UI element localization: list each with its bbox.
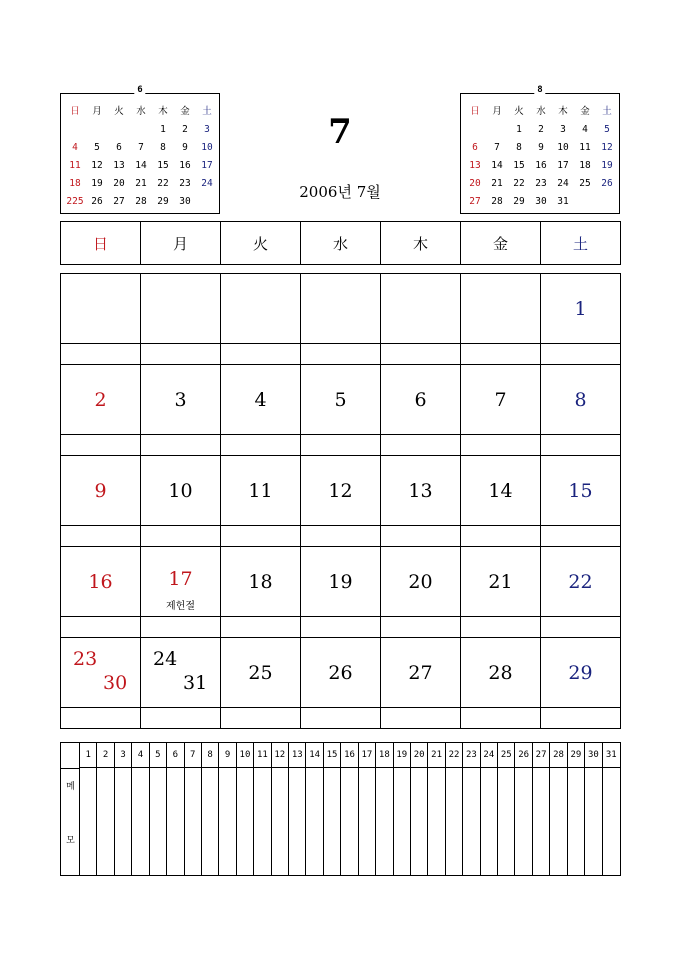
note-strip-cell[interactable] [301, 526, 381, 547]
mini-day: 22 [513, 178, 525, 189]
mini-day: 17 [557, 160, 569, 171]
mini-weekday: 火 [514, 106, 524, 117]
memo-day-column[interactable] [550, 743, 567, 875]
memo-day-number: 20 [411, 743, 427, 768]
note-strip-cell[interactable] [381, 526, 461, 547]
note-strip-cell[interactable] [541, 435, 621, 456]
day-number: 12 [328, 479, 353, 502]
mini-day: 24 [201, 178, 213, 189]
memo-day-column[interactable] [428, 743, 445, 875]
memo-day-column[interactable] [254, 743, 271, 875]
day-cell[interactable] [61, 456, 141, 526]
day-cell[interactable] [61, 274, 141, 344]
note-strip-cell[interactable] [381, 708, 461, 729]
memo-day-column[interactable] [463, 743, 480, 875]
mini-day: 9 [538, 142, 544, 153]
mini-day [486, 121, 508, 139]
mini-weekday: 金 [180, 106, 190, 117]
day-number: 7 [494, 388, 507, 411]
mini-day: 5 [604, 124, 610, 135]
mini-day: 22 [157, 178, 169, 189]
memo-day-number: 10 [237, 743, 253, 768]
day-number: 28 [488, 661, 513, 684]
mini-calendar-grid [64, 103, 218, 211]
note-strip-cell[interactable] [141, 617, 221, 638]
mini-weekday: 金 [580, 106, 590, 117]
day-cell[interactable] [61, 638, 141, 708]
mini-day: 1 [516, 124, 522, 135]
month-subtitle: 2006년 7월 [299, 183, 381, 201]
note-strip-cell[interactable] [61, 435, 141, 456]
day-cell[interactable] [301, 274, 381, 344]
memo-day-column[interactable] [394, 743, 411, 875]
memo-day-number: 16 [341, 743, 357, 768]
day-cell[interactable] [541, 365, 621, 435]
mini-day: 11 [69, 160, 81, 171]
memo-day-number: 29 [568, 743, 584, 768]
note-strip-cell[interactable] [141, 526, 221, 547]
mini-day [196, 193, 218, 211]
mini-day: 7 [494, 142, 500, 153]
weekday-header-cell: 土 [541, 222, 621, 265]
note-strip-cell[interactable] [141, 435, 221, 456]
memo-day-number: 12 [272, 743, 288, 768]
mini-day: 10 [557, 142, 569, 153]
mini-day [130, 121, 152, 139]
memo-day-column[interactable] [202, 743, 219, 875]
day-number: 13 [408, 479, 433, 502]
note-strip-cell[interactable] [461, 617, 541, 638]
note-strip-cell[interactable] [461, 526, 541, 547]
day-cell[interactable] [461, 547, 541, 617]
day-cell[interactable] [381, 274, 461, 344]
day-number: 11 [248, 479, 273, 502]
mini-calendar-grid [464, 103, 618, 211]
day-number: 25 [248, 661, 273, 684]
day-number: 22 [568, 570, 593, 593]
mini-day [596, 193, 618, 211]
day-number-extra: 30 [103, 672, 128, 694]
mini-day: 26 [91, 196, 103, 207]
day-cell[interactable] [301, 365, 381, 435]
mini-day: 14 [135, 160, 147, 171]
memo-day-column[interactable] [80, 743, 97, 875]
note-strip-cell[interactable] [461, 344, 541, 365]
day-number: 6 [414, 388, 427, 411]
memo-day-column[interactable] [341, 743, 358, 875]
mini-day: 11 [579, 142, 591, 153]
memo-day-number: 18 [376, 743, 392, 768]
mini-weekday: 月 [92, 106, 102, 117]
day-cell[interactable] [541, 547, 621, 617]
mini-day: 2 [538, 124, 544, 135]
mini-calendar-title: 6 [134, 85, 145, 95]
note-strip-cell[interactable] [541, 344, 621, 365]
memo-day-column[interactable] [324, 743, 341, 875]
day-cell[interactable] [141, 638, 221, 708]
mini-day: 15 [157, 160, 169, 171]
note-strip-cell[interactable] [141, 344, 221, 365]
day-cell[interactable] [221, 274, 301, 344]
memo-day-number: 11 [254, 743, 270, 768]
note-strip-cell[interactable] [221, 708, 301, 729]
mini-day: 12 [91, 160, 103, 171]
memo-label-column [61, 743, 80, 875]
day-number: 5 [334, 388, 347, 411]
memo-day-number: 2 [97, 743, 113, 768]
note-strip-cell[interactable] [381, 435, 461, 456]
mini-day [464, 121, 486, 139]
memo-day-column[interactable] [289, 743, 306, 875]
mini-day: 225 [66, 196, 84, 207]
mini-day [64, 121, 86, 139]
mini-day: 6 [472, 142, 478, 153]
day-number: 26 [328, 661, 353, 684]
memo-label-top: 메 [66, 782, 75, 792]
mini-day: 13 [469, 160, 481, 171]
mini-weekday: 火 [114, 106, 124, 117]
day-number: 18 [248, 570, 273, 593]
note-strip-cell[interactable] [221, 526, 301, 547]
mini-day: 28 [135, 196, 147, 207]
memo-day-column[interactable] [376, 743, 393, 875]
mini-day: 27 [469, 196, 481, 207]
note-strip-cell[interactable] [301, 708, 381, 729]
note-strip-cell[interactable] [61, 344, 141, 365]
note-strip-cell[interactable] [221, 344, 301, 365]
mini-day: 5 [94, 142, 100, 153]
day-number: 4 [254, 388, 267, 411]
note-strip-cell[interactable] [141, 708, 221, 729]
mini-day: 3 [560, 124, 566, 135]
mini-day: 30 [179, 196, 191, 207]
mini-day: 31 [557, 196, 569, 207]
day-cell[interactable] [461, 365, 541, 435]
memo-day-number: 23 [463, 743, 479, 768]
memo-day-number: 27 [533, 743, 549, 768]
memo-day-column[interactable] [411, 743, 428, 875]
day-cell[interactable] [461, 638, 541, 708]
note-strip-cell[interactable] [61, 708, 141, 729]
weekday-header [60, 221, 621, 265]
memo-day-number: 26 [515, 743, 531, 768]
memo-day-column[interactable] [568, 743, 585, 875]
day-number: 1 [574, 297, 587, 320]
day-cell[interactable] [141, 456, 221, 526]
mini-weekday: 水 [536, 106, 546, 117]
day-cell[interactable] [301, 638, 381, 708]
day-number: 20 [408, 570, 433, 593]
mini-day: 1 [160, 124, 166, 135]
memo-day-columns [80, 743, 620, 875]
note-strip-cell[interactable] [301, 435, 381, 456]
memo-day-number: 21 [428, 743, 444, 768]
memo-day-number: 1 [80, 743, 96, 768]
mini-day: 14 [491, 160, 503, 171]
memo-day-number: 24 [481, 743, 497, 768]
note-strip-cell[interactable] [461, 708, 541, 729]
memo-day-column[interactable] [185, 743, 202, 875]
note-strip-cell[interactable] [301, 344, 381, 365]
weekday-header-cell: 水 [301, 222, 381, 265]
mini-day: 18 [579, 160, 591, 171]
mini-day: 7 [138, 142, 144, 153]
month-grid [60, 273, 621, 729]
mini-day: 20 [113, 178, 125, 189]
day-cell[interactable] [221, 638, 301, 708]
memo-day-number: 22 [446, 743, 462, 768]
day-cell[interactable] [221, 547, 301, 617]
memo-day-number: 25 [498, 743, 514, 768]
note-strip-cell[interactable] [381, 617, 461, 638]
mini-weekday: 水 [136, 106, 146, 117]
note-strip-cell[interactable] [381, 344, 461, 365]
day-cell[interactable] [301, 547, 381, 617]
mini-day: 21 [491, 178, 503, 189]
note-strip-cell[interactable] [541, 708, 621, 729]
memo-day-number: 13 [289, 743, 305, 768]
weekday-header-cell: 火 [221, 222, 301, 265]
mini-day: 4 [72, 142, 78, 153]
mini-calendar-previous [60, 85, 220, 214]
memo-day-column[interactable] [481, 743, 498, 875]
day-cell[interactable] [141, 274, 221, 344]
memo-day-number: 19 [394, 743, 410, 768]
mini-weekday: 土 [202, 106, 212, 117]
mini-weekday: 木 [558, 106, 568, 117]
mini-day: 4 [582, 124, 588, 135]
memo-day-number: 7 [185, 743, 201, 768]
week-note-strip [61, 344, 621, 365]
mini-day [108, 121, 130, 139]
day-cell[interactable] [221, 456, 301, 526]
note-strip-cell[interactable] [301, 617, 381, 638]
mini-weekday: 日 [470, 106, 480, 117]
weekday-header-cell: 金 [461, 222, 541, 265]
day-cell[interactable] [381, 547, 461, 617]
note-strip-cell[interactable] [61, 526, 141, 547]
holiday-label: 제헌절 [166, 601, 195, 612]
note-strip-cell[interactable] [461, 435, 541, 456]
memo-day-number: 15 [324, 743, 340, 768]
mini-day: 21 [135, 178, 147, 189]
mini-day [86, 121, 108, 139]
mini-day: 29 [157, 196, 169, 207]
memo-day-number: 4 [132, 743, 148, 768]
memo-day-column[interactable] [272, 743, 289, 875]
memo-day-column[interactable] [446, 743, 463, 875]
day-cell[interactable] [61, 365, 141, 435]
weekday-header-cell: 月 [141, 222, 221, 265]
memo-day-number: 6 [167, 743, 183, 768]
day-number: 14 [488, 479, 513, 502]
mini-day: 19 [91, 178, 103, 189]
mini-day: 13 [113, 160, 125, 171]
note-strip-cell[interactable] [61, 617, 141, 638]
week-row [61, 547, 621, 617]
week-note-strip [61, 526, 621, 547]
mini-day: 23 [535, 178, 547, 189]
memo-day-column[interactable] [237, 743, 254, 875]
mini-day: 23 [179, 178, 191, 189]
day-number: 17 [168, 568, 193, 590]
memo-day-column[interactable] [498, 743, 515, 875]
day-cell[interactable] [301, 456, 381, 526]
week-note-strip [61, 708, 621, 729]
note-strip-cell[interactable] [221, 435, 301, 456]
mini-weekday: 日 [70, 106, 80, 117]
week-row [61, 638, 621, 708]
day-cell[interactable] [381, 365, 461, 435]
memo-day-column[interactable] [115, 743, 132, 875]
mini-day: 30 [535, 196, 547, 207]
memo-day-column[interactable] [533, 743, 550, 875]
day-number: 29 [568, 661, 593, 684]
memo-day-column[interactable] [306, 743, 323, 875]
week-row [61, 365, 621, 435]
day-cell[interactable] [141, 365, 221, 435]
memo-day-number: 17 [359, 743, 375, 768]
day-number: 16 [88, 570, 113, 593]
day-number: 15 [568, 479, 593, 502]
memo-day-number: 8 [202, 743, 218, 768]
mini-calendar-title: 8 [534, 85, 545, 95]
mini-day: 28 [491, 196, 503, 207]
mini-day: 9 [182, 142, 188, 153]
day-number: 19 [328, 570, 353, 593]
weekday-header-cell: 日 [61, 222, 141, 265]
day-cell[interactable] [461, 456, 541, 526]
mini-day: 8 [516, 142, 522, 153]
mini-day: 19 [601, 160, 613, 171]
mini-day: 25 [579, 178, 591, 189]
day-cell[interactable] [541, 638, 621, 708]
day-cell[interactable] [381, 638, 461, 708]
memo-table [60, 742, 621, 876]
day-number: 2 [94, 388, 107, 411]
day-number-extra: 31 [183, 672, 208, 694]
day-number: 23 [73, 648, 98, 670]
day-cell[interactable] [61, 547, 141, 617]
note-strip-cell[interactable] [221, 617, 301, 638]
memo-day-number: 14 [306, 743, 322, 768]
day-cell[interactable] [541, 456, 621, 526]
day-number: 10 [168, 479, 193, 502]
mini-day: 10 [201, 142, 213, 153]
mini-day: 26 [601, 178, 613, 189]
day-number: 8 [574, 388, 587, 411]
memo-day-column[interactable] [167, 743, 184, 875]
mini-day [574, 193, 596, 211]
day-cell[interactable] [381, 456, 461, 526]
week-row [61, 274, 621, 344]
memo-day-column[interactable] [150, 743, 167, 875]
day-cell[interactable] [541, 274, 621, 344]
week-note-strip [61, 435, 621, 456]
mini-day: 20 [469, 178, 481, 189]
day-number: 24 [153, 648, 178, 670]
memo-day-number: 31 [603, 743, 620, 768]
mini-weekday: 木 [158, 106, 168, 117]
mini-day: 18 [69, 178, 81, 189]
memo-day-number: 3 [115, 743, 131, 768]
note-strip-cell[interactable] [541, 617, 621, 638]
memo-day-number: 30 [585, 743, 601, 768]
memo-day-column[interactable] [97, 743, 114, 875]
mini-day: 24 [557, 178, 569, 189]
day-cell[interactable] [141, 547, 221, 617]
day-number: 27 [408, 661, 433, 684]
memo-day-column[interactable] [515, 743, 532, 875]
day-cell[interactable] [221, 365, 301, 435]
mini-weekday: 月 [492, 106, 502, 117]
mini-day: 3 [204, 124, 210, 135]
note-strip-cell[interactable] [541, 526, 621, 547]
memo-day-column[interactable] [585, 743, 602, 875]
day-number: 3 [174, 388, 187, 411]
day-cell[interactable] [461, 274, 541, 344]
mini-day: 2 [182, 124, 188, 135]
mini-day: 15 [513, 160, 525, 171]
mini-day: 6 [116, 142, 122, 153]
memo-day-column[interactable] [603, 743, 620, 875]
week-row [61, 456, 621, 526]
memo-day-number: 28 [550, 743, 566, 768]
month-number: 7 [328, 112, 352, 152]
weekday-header-cell: 木 [381, 222, 461, 265]
mini-day: 17 [201, 160, 213, 171]
day-number: 9 [94, 479, 107, 502]
mini-day: 16 [535, 160, 547, 171]
week-note-strip [61, 617, 621, 638]
mini-weekday: 土 [602, 106, 612, 117]
memo-day-column[interactable] [359, 743, 376, 875]
mini-day: 29 [513, 196, 525, 207]
mini-calendar-next [460, 85, 620, 214]
mini-day: 8 [160, 142, 166, 153]
memo-day-column[interactable] [219, 743, 236, 875]
mini-day: 12 [601, 142, 613, 153]
memo-day-number: 9 [219, 743, 235, 768]
memo-day-column[interactable] [132, 743, 149, 875]
day-number: 21 [488, 570, 513, 593]
mini-day: 27 [113, 196, 125, 207]
memo-label-bottom: 모 [66, 836, 75, 846]
mini-day: 16 [179, 160, 191, 171]
memo-day-number: 5 [150, 743, 166, 768]
